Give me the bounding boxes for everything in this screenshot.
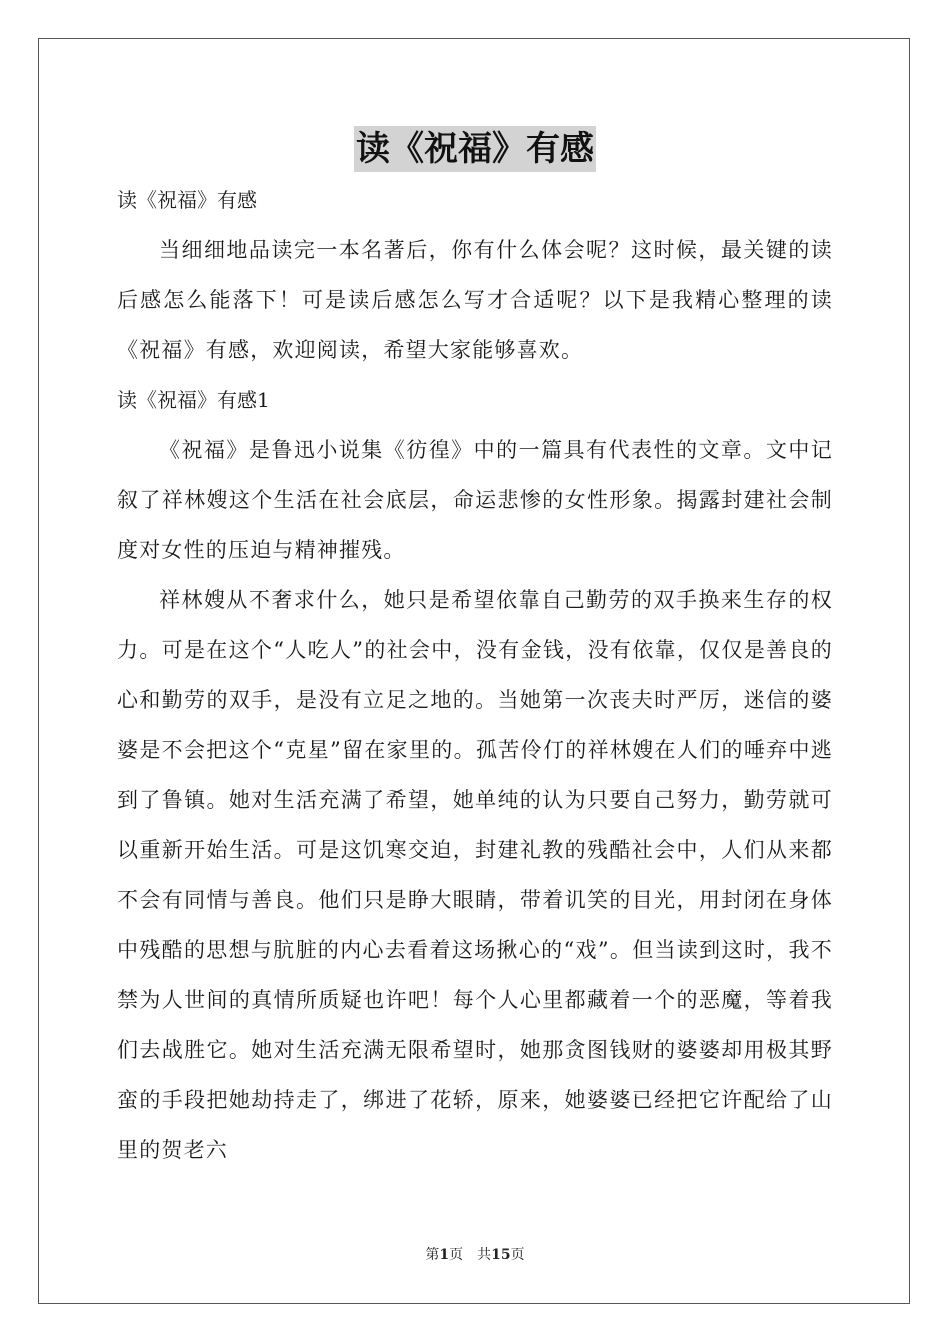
total-pages: 15: [491, 1247, 511, 1263]
total-prefix: 共: [477, 1247, 492, 1263]
document-body: [117, 175, 833, 1175]
body-paragraph-2: 祥林嫂从不奢求什么，她只是希望依靠自己勤劳的双手换来生存的权力。可是在这个“人吃人”的社会中，没有金钱，没有依靠，仅仅是善良的心和勤劳的双手，是没有立足之地的。当她第一次丧夫时严厉，迷信的婆婆是不会把这个“克星”留在家里的。孤苦伶仃的祥林嫂在人们的唾弃中逃到了鲁镇。她对生活充满了希望，她单纯的认为只要自己努力，勤劳就可以重新开始生活。可是这饥寒交迫，封建礼教的残酷社会中，人们从来都不会有同情与善良。他们只是睁大眼睛，带着讥笑的目光，用封闭在身体中残酷的思想与肮脏的内心去看着这场揪心的“戏”。但当读到这时，我不禁为人世间的真情所质疑也许吧！每个人心里都藏着一个的恶魔，等着我们去战胜它。她对生活充满无限希望时，她那贪图钱财的婆婆却用极其野蛮的手段把她劫持走了，绑进了花轿，原来，她婆婆已经把它许配给了山里的贺老六: [117, 588, 833, 1162]
intro-paragraph: 当细细地品读完一本名著后，你有什么体会呢？这时候，最关键的读后感怎么能落下！可是读后感怎么写才合适呢？以下是我精心整理的读《祝福》有感，欢迎阅读，希望大家能够喜欢。: [117, 238, 833, 362]
body-paragraph-1: 《祝福》是鲁迅小说集《彷徨》中的一篇具有代表性的文章。文中记叙了祥林嫂这个生活在社会底层，命运悲惨的女性形象。揭露封建社会制度对女性的压迫与精神摧残。: [117, 438, 833, 562]
page-suffix: 页: [449, 1247, 464, 1263]
total-suffix: 页: [510, 1247, 525, 1263]
document-title: 读《祝福》有感: [354, 126, 596, 172]
page-footer: [0, 1244, 950, 1264]
title-container: [0, 126, 950, 172]
section-heading: 读《祝福》有感1: [117, 388, 270, 412]
page-number: 1: [439, 1247, 450, 1263]
document-subtitle: 读《祝福》有感: [117, 188, 257, 212]
page-prefix: 第: [425, 1247, 440, 1263]
